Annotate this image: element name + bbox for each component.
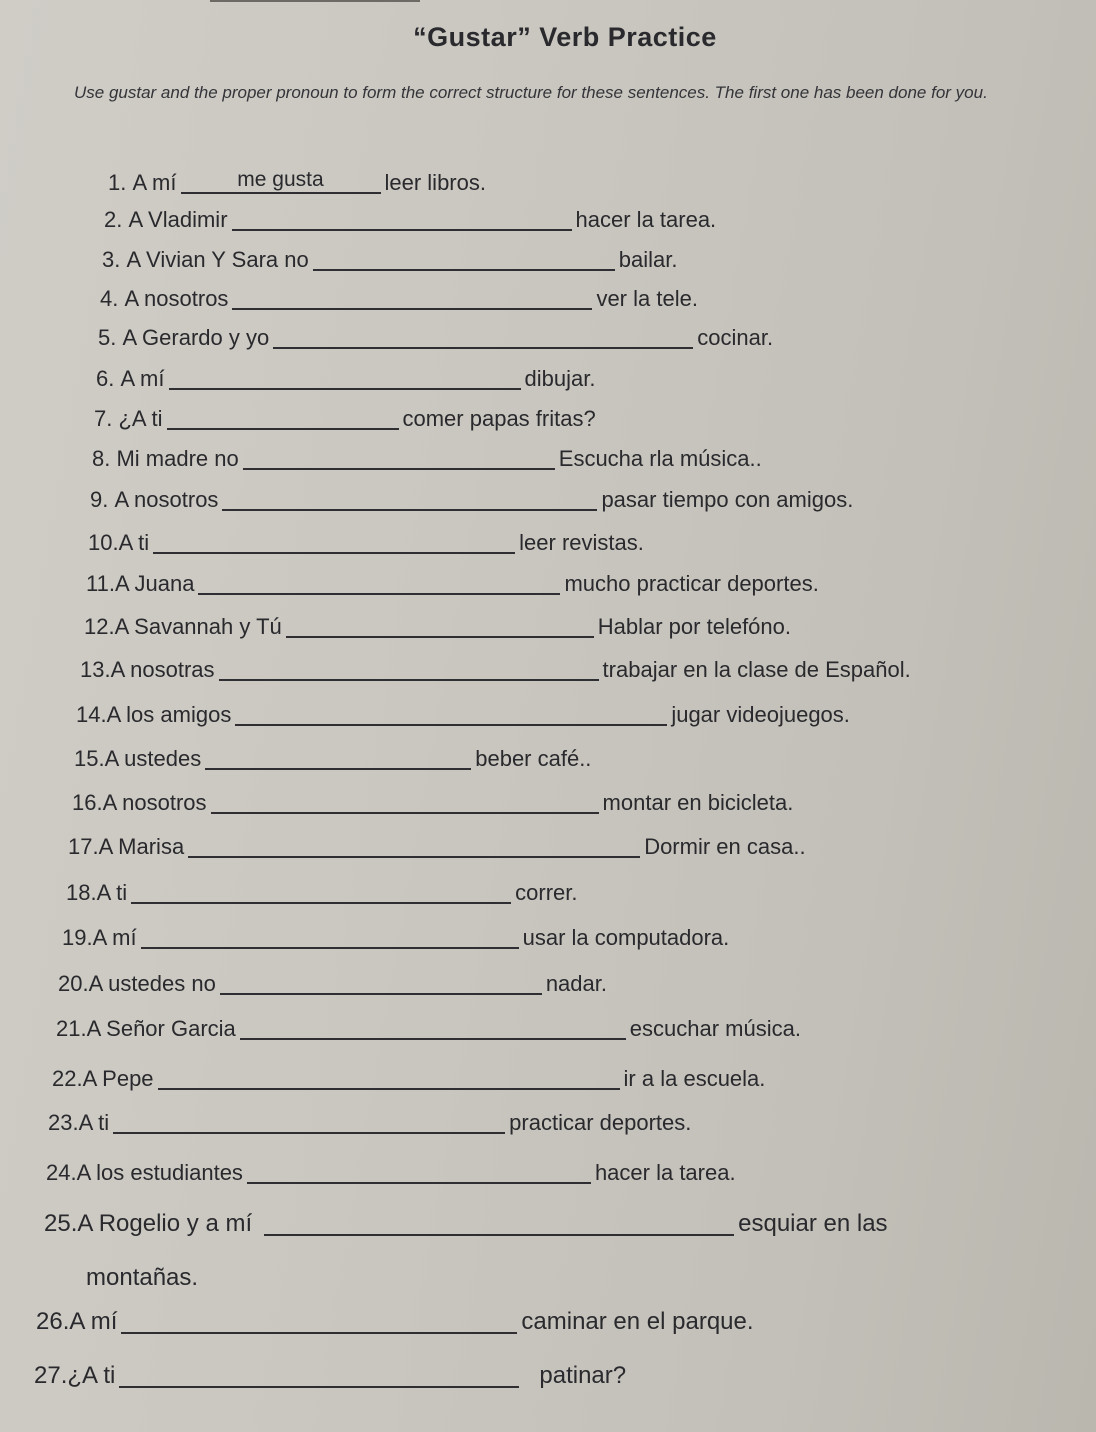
item-subject: A nosotros bbox=[124, 286, 229, 311]
list-item bbox=[94, 406, 596, 432]
item-subject: A ti bbox=[78, 1110, 110, 1135]
item-number: 5. bbox=[98, 325, 117, 350]
item-rest: hacer la tarea. bbox=[575, 207, 717, 232]
item-number: 16. bbox=[72, 790, 103, 815]
list-item bbox=[76, 702, 850, 728]
item-subject: A nosotros bbox=[102, 790, 207, 815]
item-rest: bailar. bbox=[618, 247, 678, 272]
item-subject: A mí bbox=[69, 1308, 118, 1335]
item-subject: A mí bbox=[120, 366, 165, 391]
item-rest: ir a la escuela. bbox=[623, 1066, 766, 1091]
item-number: 2. bbox=[104, 207, 123, 232]
item-rest: pasar tiempo con amigos. bbox=[601, 487, 854, 512]
answer-blank[interactable] bbox=[235, 702, 667, 726]
list-item bbox=[66, 880, 578, 906]
item-subject: A Vladimir bbox=[128, 207, 228, 232]
list-item bbox=[74, 746, 591, 772]
item-subject: A los estudiantes bbox=[76, 1160, 243, 1185]
item-rest: jugar videojuegos. bbox=[671, 702, 850, 727]
item-rest: montar en bicicleta. bbox=[602, 790, 794, 815]
item-rest: leer libros. bbox=[384, 170, 486, 195]
item-rest: nadar. bbox=[545, 971, 607, 996]
list-item bbox=[52, 1066, 765, 1092]
list-item bbox=[88, 530, 644, 556]
item-subject: A Señor Garcia bbox=[86, 1016, 236, 1041]
answer-blank[interactable] bbox=[131, 880, 511, 904]
answer-blank[interactable] bbox=[219, 657, 599, 681]
item-subject: A Vivian Y Sara no bbox=[126, 247, 309, 272]
list-item bbox=[34, 1362, 626, 1390]
item-rest: cocinar. bbox=[697, 325, 774, 350]
list-item bbox=[86, 571, 819, 597]
answer-blank[interactable] bbox=[222, 487, 597, 511]
item-rest: practicar deportes. bbox=[509, 1110, 692, 1135]
list-item bbox=[102, 247, 677, 273]
item-rest: usar la computadora. bbox=[522, 925, 730, 950]
answer-blank[interactable] bbox=[188, 834, 640, 858]
item-number: 18. bbox=[66, 880, 97, 905]
instructions: Use gustar and the proper pronoun to form the correct structure for these sentences. The first one has been done for you. bbox=[74, 83, 988, 102]
item-number: 20. bbox=[58, 971, 89, 996]
answer-blank[interactable]: me gusta bbox=[181, 170, 381, 194]
item-number: 26. bbox=[36, 1308, 70, 1335]
item-number: 9. bbox=[90, 487, 109, 512]
list-item bbox=[68, 834, 806, 860]
list-item bbox=[46, 1160, 736, 1186]
list-item bbox=[100, 286, 698, 312]
item-subject: A Pepe bbox=[82, 1066, 154, 1091]
item-continuation: montañas. bbox=[86, 1264, 199, 1291]
list-item bbox=[36, 1308, 754, 1336]
answer-blank[interactable] bbox=[313, 247, 615, 271]
item-number: 3. bbox=[102, 247, 121, 272]
item-subject: A ti bbox=[96, 880, 128, 905]
item-subject: A Juana bbox=[114, 571, 195, 596]
item-rest: leer revistas. bbox=[519, 530, 644, 555]
answer-blank[interactable] bbox=[211, 790, 599, 814]
answer-blank[interactable] bbox=[169, 366, 521, 390]
item-subject: A los amigos bbox=[106, 702, 232, 727]
item-number: 4. bbox=[100, 286, 119, 311]
item-rest: correr. bbox=[515, 880, 578, 905]
item-number: 1. bbox=[108, 170, 127, 195]
list-item bbox=[44, 1210, 888, 1238]
list-item bbox=[104, 207, 716, 233]
answer-blank[interactable] bbox=[205, 746, 471, 770]
list-item bbox=[56, 1016, 801, 1042]
answer-blank[interactable] bbox=[198, 571, 560, 595]
item-number: 17. bbox=[68, 834, 99, 859]
answer-blank[interactable] bbox=[119, 1364, 519, 1388]
item-number: 12. bbox=[84, 614, 115, 639]
item-subject: A ti bbox=[118, 530, 150, 555]
item-subject: ¿A ti bbox=[67, 1362, 116, 1389]
item-number: 6. bbox=[96, 366, 115, 391]
item-rest: beber café.. bbox=[475, 746, 592, 771]
list-item bbox=[58, 971, 607, 997]
item-subject: Mi madre no bbox=[116, 446, 239, 471]
item-number: 7. bbox=[94, 406, 113, 431]
answer-blank[interactable] bbox=[158, 1066, 620, 1090]
answer-blank[interactable] bbox=[264, 1212, 734, 1236]
page-title: “Gustar” Verb Practice bbox=[413, 22, 717, 52]
item-rest: caminar en el parque. bbox=[521, 1308, 754, 1335]
list-item bbox=[80, 657, 911, 683]
item-rest: comer papas fritas? bbox=[402, 406, 596, 431]
item-rest: dibujar. bbox=[524, 366, 596, 391]
item-number: 13. bbox=[80, 657, 111, 682]
list-item bbox=[72, 790, 793, 816]
item-subject: A Marisa bbox=[98, 834, 185, 859]
answer-blank[interactable] bbox=[141, 925, 519, 949]
answer-blank[interactable] bbox=[121, 1310, 517, 1334]
answer-blank[interactable] bbox=[232, 207, 572, 231]
item-number: 21. bbox=[56, 1016, 87, 1041]
answer-blank[interactable] bbox=[243, 446, 555, 470]
answer-blank[interactable] bbox=[113, 1110, 505, 1134]
item-subject: A nosotros bbox=[114, 487, 219, 512]
item-number: 8. bbox=[92, 446, 111, 471]
item-subject: A Savannah y Tú bbox=[114, 614, 282, 639]
item-number: 11. bbox=[86, 571, 115, 596]
item-subject: ¿A ti bbox=[118, 406, 163, 431]
item-subject: A Rogelio y a mí bbox=[77, 1210, 253, 1237]
item-subject: A ustedes no bbox=[88, 971, 216, 996]
list-item bbox=[62, 925, 729, 951]
list-item bbox=[108, 170, 486, 196]
item-rest: Hablar por telefóno. bbox=[597, 614, 791, 639]
list-item bbox=[84, 614, 791, 640]
answer-blank[interactable] bbox=[167, 406, 399, 430]
answer-blank[interactable] bbox=[273, 325, 693, 349]
list-item bbox=[48, 1110, 691, 1136]
item-rest: esquiar en las bbox=[738, 1210, 888, 1237]
item-rest: Dormir en casa.. bbox=[644, 834, 806, 859]
answer-blank[interactable] bbox=[153, 530, 515, 554]
item-subject: A nosotras bbox=[110, 657, 215, 682]
list-item bbox=[92, 446, 762, 472]
list-item bbox=[96, 366, 595, 392]
item-rest: ver la tele. bbox=[596, 286, 698, 311]
item-number: 25. bbox=[44, 1210, 78, 1237]
item-subject: A mí bbox=[132, 170, 177, 195]
list-item bbox=[90, 487, 853, 513]
item-number: 22. bbox=[52, 1066, 83, 1091]
item-number: 10. bbox=[88, 530, 119, 555]
item-rest: hacer la tarea. bbox=[594, 1160, 736, 1185]
item-rest: trabajar en la clase de Español. bbox=[602, 657, 911, 682]
item-number: 19. bbox=[62, 925, 93, 950]
answer-blank[interactable] bbox=[220, 971, 542, 995]
item-subject: A Gerardo y yo bbox=[122, 325, 270, 350]
item-rest: mucho practicar deportes. bbox=[564, 571, 819, 596]
item-number: 14. bbox=[76, 702, 107, 727]
item-rest: patinar? bbox=[539, 1362, 627, 1389]
answer-blank[interactable] bbox=[247, 1160, 591, 1184]
answer-blank[interactable] bbox=[286, 614, 594, 638]
item-number: 23. bbox=[48, 1110, 79, 1135]
item-subject: A mí bbox=[92, 925, 137, 950]
answer-blank[interactable] bbox=[232, 286, 592, 310]
item-number: 24. bbox=[46, 1160, 77, 1185]
item-rest: Escucha rla música.. bbox=[558, 446, 762, 471]
item-number: 27. bbox=[34, 1362, 68, 1389]
list-item bbox=[98, 325, 773, 351]
item-rest: escuchar música. bbox=[629, 1016, 801, 1041]
answer-blank[interactable] bbox=[240, 1016, 626, 1040]
item-number: 15. bbox=[74, 746, 105, 771]
item-subject: A ustedes bbox=[104, 746, 202, 771]
